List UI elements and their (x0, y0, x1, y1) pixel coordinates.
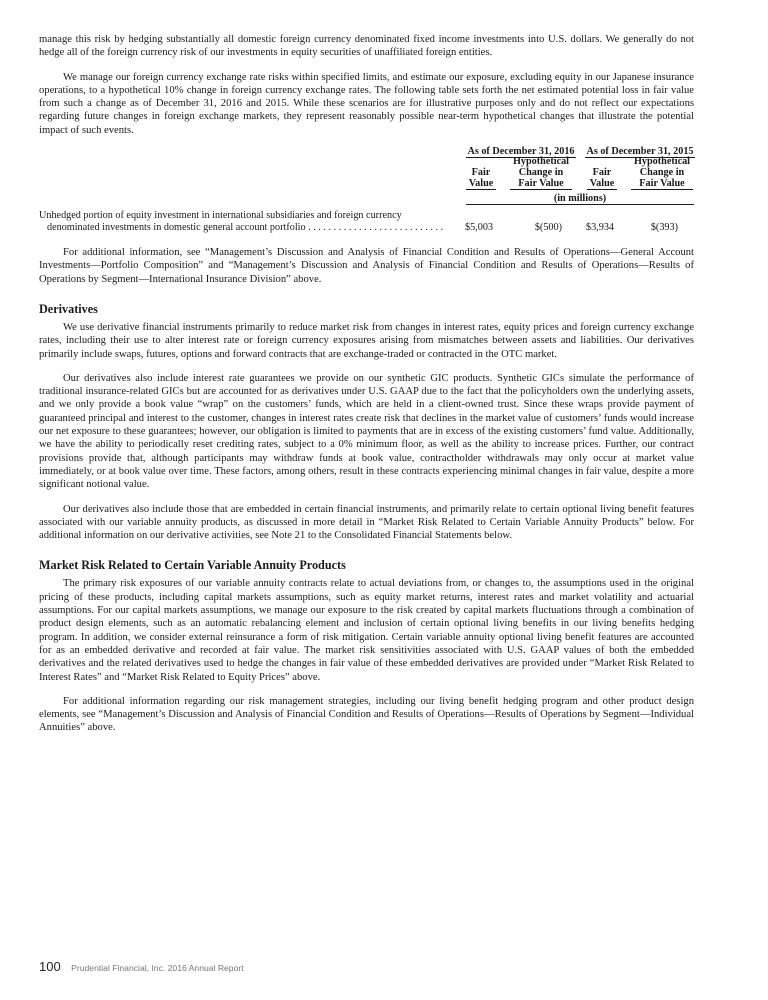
value-hypo-change-2015: $(393) (650, 222, 678, 234)
paragraph-derivatives-use: We use derivative financial instruments primarily to reduce market risk from changes in interest rates, equity prices and foreign currency exchange rates, including their use to alter interest rate or foreign currency exposures arising from mismatches between assets and liabilities. Our derivatives primarily include swaps, futures, options and forward contracts that are exchange-traded or contracted in the OTC market. (39, 321, 694, 360)
paragraph-variable-annuity-risk: The primary risk exposures of our variable annuity contracts relate to actual deviations from, or changes to, the assumptions used in the original pricing of these products, including capital markets assumptions, such as equity market returns, interest rates and market volatility and actuarial assumptions. For our capital markets assumptions, we manage our exposure to the risk created by capital markets fluctuations through a combination of product design elements, such as an automatic rebalancing element and inclusion of certain optional living benefits in our living benefits hedging program. In addition, we consider external reinsurance a form of risk mitigation. Certain variable annuity optional living benefit features are accounted for as an embedded derivative and recorded at fair value. The market risk sensitivities associated with U.S. GAAP values of both the embedded derivatives and the related derivatives used to hedge the changes in fair value of these embedded derivatives are provided under “Market Risk Related to Interest Rates” and “Market Risk Related to Equity Prices” above. (39, 578, 694, 683)
report-title: Prudential Financial, Inc. 2016 Annual Report (71, 963, 244, 973)
document-page (39, 33, 694, 735)
page-footer (39, 958, 244, 976)
table-row (39, 221, 694, 235)
col-hypothetical-change-2016: Hypothetical Change in Fair Value (510, 156, 572, 190)
table-row-label-line2: denominated investments in domestic general account portfolio . . . . . . . . . . . . . . . . . . . . . . . . . . . (47, 222, 444, 234)
table-row-label-line1: Unhedged portion of equity investment in international subsidiaries and foreign currency (39, 210, 402, 222)
heading-derivatives: Derivatives (39, 301, 98, 316)
col-fair-value-2015: Fair Value (587, 167, 617, 190)
col-hypothetical-change-2015: Hypothetical Change in Fair Value (631, 156, 693, 190)
paragraph-embedded-derivatives: Our derivatives also include those that are embedded in certain financial instruments, and primarily relate to certain optional living benefit features associated with our variable annuity products, as discussed in more detail in “Market Risk Related to Certain Variable Annuity Products” below. For additional information on our derivative activities, see Note 21 to the Consolidated Financial Statements below. (39, 503, 694, 542)
page-number: 100 (39, 959, 61, 974)
value-fair-value-2016: $5,003 (464, 222, 493, 234)
col-fair-value-2016: Fair Value (466, 167, 496, 190)
value-hypo-change-2016: $(500) (534, 222, 562, 234)
table-header-2016: As of December 31, 2016 (467, 146, 575, 158)
table-units: (in millions) (466, 193, 694, 205)
paragraph-synthetic-gic: Our derivatives also include interest rate guarantees we provide on our synthetic GIC products. Synthetic GICs simulate the performance of traditional insurance-related GICs but are accounted for as derivatives under U.S. GAAP due to the fact that the policyholders own the underlying assets, and we only provide a book value “wrap” on the customers’ funds, which are held in a client-owned trust. Since these wraps provide payment of guaranteed principal and interest to the customer, changes in interest rates create risk that declines in the market value of customers’ funds would increase our net exposure to these guarantees; however, our obligation is limited to payments that are in excess of the existing customers’ fund value. Additionally, we have the ability to periodically reset crediting rates, subject to a 0% minimum floor, as well as the ability to increase prices. Further, our contract provisions provide that, although participants may withdraw funds at book value, contractholder withdrawals may only occur at market value immediately, or at book value over time. These factors, among others, result in these contracts experiencing minimal changes in fair value, despite a more significant notional value. (39, 372, 694, 491)
fx-sensitivity-table (39, 146, 694, 221)
table-header-2015: As of December 31, 2015 (586, 146, 694, 158)
paragraph-hedging-intro: manage this risk by hedging substantially all domestic foreign currency denominated fixed income investments into U.S. dollars. We generally do not hedge all of the foreign currency risk of our investments in equity securities of unaffiliated foreign entities. (39, 34, 694, 59)
paragraph-fx-exposure: We manage our foreign currency exchange rate risks within specified limits, and estimate our exposure, excluding equity in our Japanese insurance operations, to a hypothetical 10% change in foreign currency exchange rates. The following table sets forth the net estimated potential loss in fair value from such a change as of December 31, 2016 and 2015. While these scenarios are for illustrative purposes only and do not reflect our expectations regarding future changes in foreign exchange markets, they represent reasonably possible near-term hypothetical changes that illustrate the potential impact of such events. (39, 71, 694, 136)
paragraph-risk-management: For additional information regarding our risk management strategies, including our living benefit hedging program and other product design elements, see “Management’s Discussion and Analysis of Financial Condition and Results of Operations—Results of Operations by Segment—Individual Annuities” above. (39, 695, 694, 734)
value-fair-value-2015: $3,934 (585, 222, 614, 234)
paragraph-additional-info: For additional information, see “Management’s Discussion and Analysis of Financial Condition and Results of Operations—General Account Investments—Portfolio Composition” and “Management’s Discussion and Analysis of Financial Condition and Results of Operations—Results of Operations by Segment—International Insurance Division” above. (39, 247, 694, 285)
heading-variable-annuity: Market Risk Related to Certain Variable Annuity Products (39, 558, 346, 573)
